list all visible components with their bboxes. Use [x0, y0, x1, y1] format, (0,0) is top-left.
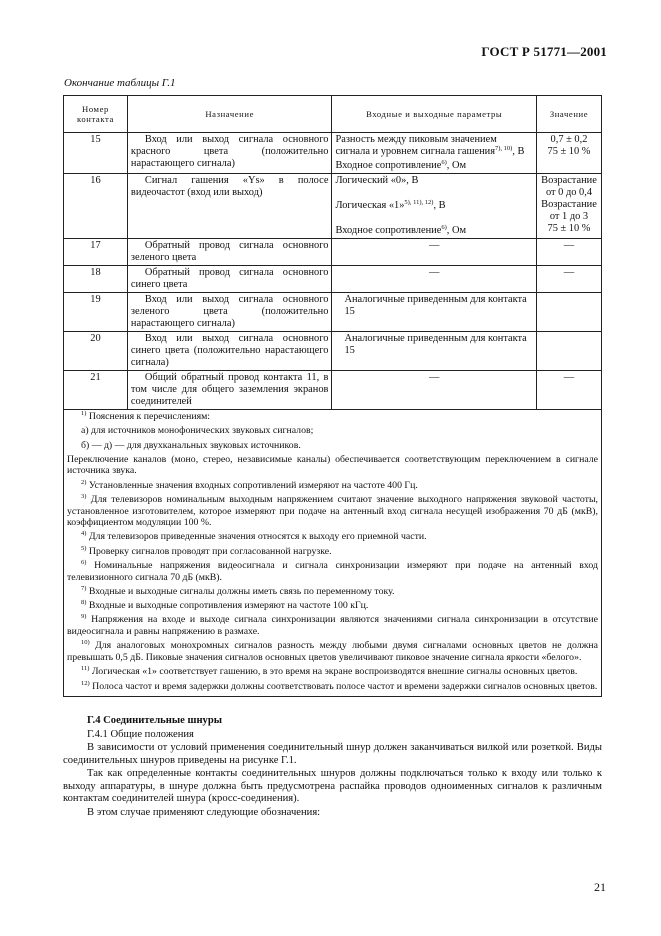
contact-purpose: Вход или выход сигнала основного красного цвета (положительно нарастающего сигнала): [127, 133, 332, 174]
contact-params: [332, 174, 537, 239]
contact-params: [332, 332, 537, 371]
footnote-text: Входные и выходные сопротивления измеряют на частоте 100 кГц.: [88, 600, 369, 612]
param-value: 75 ± 10 %: [547, 223, 591, 234]
footnote-text: Логическая «1» соответствует гашению, в это время на экране воспроизводятся внешние сигналы основных цветов.: [91, 666, 578, 678]
contact-value: —: [536, 371, 601, 410]
footnote: [67, 586, 598, 598]
contact-number: 19: [64, 293, 128, 332]
footnote-marker: 1): [81, 410, 87, 417]
param-line: [335, 225, 533, 237]
contact-value: [536, 133, 601, 174]
footnote: [67, 614, 598, 637]
subsection-heading: Г.4.1 Общие положения: [87, 728, 194, 740]
contact-params: [332, 266, 537, 293]
column-header-params: Входные и выходные параметры: [332, 96, 537, 133]
footnote-text: б) — д) — для двухканальных звуковых источников.: [81, 439, 301, 451]
contact-number: 21: [64, 371, 128, 410]
footnote-marker: 4): [81, 530, 87, 538]
footnote: [67, 666, 598, 678]
param-text: Входное сопротивление: [335, 160, 442, 171]
table-row: [64, 133, 602, 174]
section-paragraph: В этом случае применяют следующие обозначения:: [87, 806, 321, 818]
footnote: [67, 681, 598, 693]
contact-value: [536, 332, 601, 371]
table-row: [64, 239, 602, 266]
document-header: ГОСТ Р 51771—2001: [481, 44, 607, 59]
contact-params: [332, 133, 537, 174]
param-text: Логическая «1»: [335, 200, 405, 211]
footnote-marker: 2): [81, 478, 87, 486]
footnote-marker: 7): [81, 584, 87, 592]
contact-number: 18: [64, 266, 128, 293]
table-notes-row: [64, 410, 602, 697]
param-value: Возрастание от 1 до 3: [541, 199, 597, 222]
footnote-text: Напряжения на входе и выходе сигнала синхронизации являются значениями сигнала синхронизации в отсутствие видеосигнала и равны напряжению в размахе.: [67, 614, 598, 638]
param-line: [335, 160, 533, 172]
footnote-text: Переключение каналов (моно, стерео, независимые каналы) обеспечивается соответствующим переключением в сигнале источника звука.: [67, 453, 598, 477]
column-header-purpose: Назначение: [127, 96, 332, 133]
footnote: [67, 440, 598, 452]
params-text: —: [429, 372, 440, 383]
param-footnote-ref: 5), 11), 12): [404, 199, 434, 206]
footnote: [67, 494, 598, 529]
contact-purpose: Вход или выход сигнала основного зеленого цвета (положительно нарастающего сигнала): [127, 293, 332, 332]
param-text: Входное сопротивление: [335, 225, 442, 236]
section-g4: [63, 715, 602, 820]
param-line: [335, 134, 533, 158]
footnote-text: Полоса частот и время задержки должны соответствовать полосе частот и времени задержки сигналов основных цветов.: [92, 680, 598, 692]
param-unit: , Ом: [446, 225, 467, 236]
contact-purpose: Сигнал гашения «Ys» в полосе видеочастот (вход или выход): [127, 174, 332, 239]
table-row: [64, 332, 602, 371]
footnote: [67, 600, 598, 612]
footnote-marker: 12): [81, 679, 90, 687]
footnote-marker: 8): [81, 599, 87, 607]
contact-number: 17: [64, 239, 128, 266]
contact-number: 20: [64, 332, 128, 371]
footnote-text: Номинальные напряжения видеосигнала и сигнала синхронизации измеряют при подаче на антенный вход телевизионного сигнала 70 дБ (мкВ).: [67, 560, 599, 583]
column-header-number: Номер контакта: [64, 96, 128, 133]
footnote-text: а) для источников монофонических звуковых сигналов;: [81, 425, 314, 437]
params-text: Аналогичные приведенным для контакта 15: [344, 333, 527, 356]
footnote: [67, 560, 598, 583]
contact-number: 16: [64, 174, 128, 239]
footnote-marker: 6): [81, 559, 87, 567]
param-line: [335, 175, 533, 187]
footnote-marker: 5): [81, 544, 87, 552]
params-text: —: [429, 267, 440, 278]
contact-params: [332, 293, 537, 332]
param-value: 0,7 ± 0,2: [550, 134, 588, 145]
contact-purpose: Общий обратный провод контакта 11, в том числе для общего заземления экранов соединителей: [127, 371, 332, 410]
table-notes: [64, 410, 602, 697]
footnote-text: Установленные значения входных сопротивлений измеряют на частоте 400 Гц.: [88, 479, 418, 491]
contact-value: [536, 174, 601, 239]
footnote-text: Проверку сигналов проводят при согласованной нагрузке.: [88, 545, 332, 557]
contact-params: [332, 239, 537, 266]
footnote: [67, 640, 598, 663]
footnote: [67, 411, 598, 423]
contacts-table: [63, 95, 602, 697]
params-text: Аналогичные приведенным для контакта 15: [344, 294, 527, 317]
params-text: —: [429, 240, 440, 251]
param-value: 75 ± 10 %: [547, 146, 591, 157]
table-caption: Окончание таблицы Г.1: [64, 77, 176, 89]
column-header-value: Значение: [536, 96, 601, 133]
param-line: [335, 200, 533, 212]
table-row: [64, 371, 602, 410]
footnote: [67, 454, 598, 477]
footnote-text: Пояснения к перечислениям:: [88, 411, 211, 422]
param-text: Разность между пиковым значением сигнала и уровнем сигнала гашения: [335, 134, 497, 157]
contact-value: —: [536, 239, 601, 266]
footnote-text: Для аналоговых монохромных сигналов разность между любыми двумя сигналами основных цветов не должна превышать 0,5 дБ. Пиковые значения сигналов основных цветов увеличивают пиковое значение сигнала яркости «белого».: [67, 640, 598, 663]
footnote: [67, 546, 598, 558]
table-row: [64, 293, 602, 332]
section-paragraph: Так как определенные контакты соединительных шнуров должны подключаться только к входу или только к выходу аппаратуры, в шнуре должна быть предусмотрена распайка проводов одноименных сигналов к различным контактам соединителей шнура (кросс-соединения).: [63, 768, 602, 804]
param-footnote-ref: 6): [441, 224, 447, 231]
contact-purpose: Вход или выход сигнала основного синего цвета (положительно нарастающего сигнала): [127, 332, 332, 371]
footnote-marker: 11): [81, 665, 90, 673]
contact-params: [332, 371, 537, 410]
footnote-text: Входные и выходные сигналы должны иметь связь по переменному току.: [88, 585, 395, 597]
param-unit: , Ом: [446, 160, 467, 171]
param-text: Логический «0», В: [335, 175, 419, 186]
footnote: [67, 425, 598, 437]
table-row: [64, 174, 602, 239]
param-footnote-ref: 6): [441, 159, 447, 166]
contact-purpose: Обратный провод сигнала основного синего цвета: [127, 266, 332, 293]
param-unit: , В: [433, 200, 446, 211]
contact-value: [536, 293, 601, 332]
footnote-marker: 10): [81, 639, 90, 647]
page-number: 21: [594, 880, 606, 894]
param-footnote-ref: 7), 10): [495, 145, 513, 152]
footnote: [67, 531, 598, 543]
contact-number: 15: [64, 133, 128, 174]
footnote-text: Для телевизоров номинальным выходным напряжением считают значение выходного напряжения звуковой частоты, установленное изготовителем, которое измеряют при подаче на антенный вход сигнала несущей изображения 70 дБ (мкВ), коэффициентом модуляции 100 %.: [67, 494, 598, 529]
footnote-marker: 3): [81, 493, 87, 500]
contact-purpose: Обратный провод сигнала основного зеленого цвета: [127, 239, 332, 266]
param-unit: , В: [512, 146, 525, 157]
footnote-text: Для телевизоров приведенные значения относятся к выходу его приемной части.: [88, 531, 427, 543]
param-value: Возрастание от 0 до 0,4: [541, 175, 597, 198]
table-row: [64, 266, 602, 293]
section-paragraph: В зависимости от условий применения соединительный шнур должен заканчиваться вилкой или розеткой. Виды соединительных шнуров приведены на рисунке Г.1.: [63, 742, 602, 766]
table-header-row: [64, 96, 602, 133]
footnote: [67, 480, 598, 492]
footnote-marker: 9): [81, 613, 87, 621]
section-heading: Г.4 Соединительные шнуры: [87, 715, 223, 726]
contact-value: —: [536, 266, 601, 293]
